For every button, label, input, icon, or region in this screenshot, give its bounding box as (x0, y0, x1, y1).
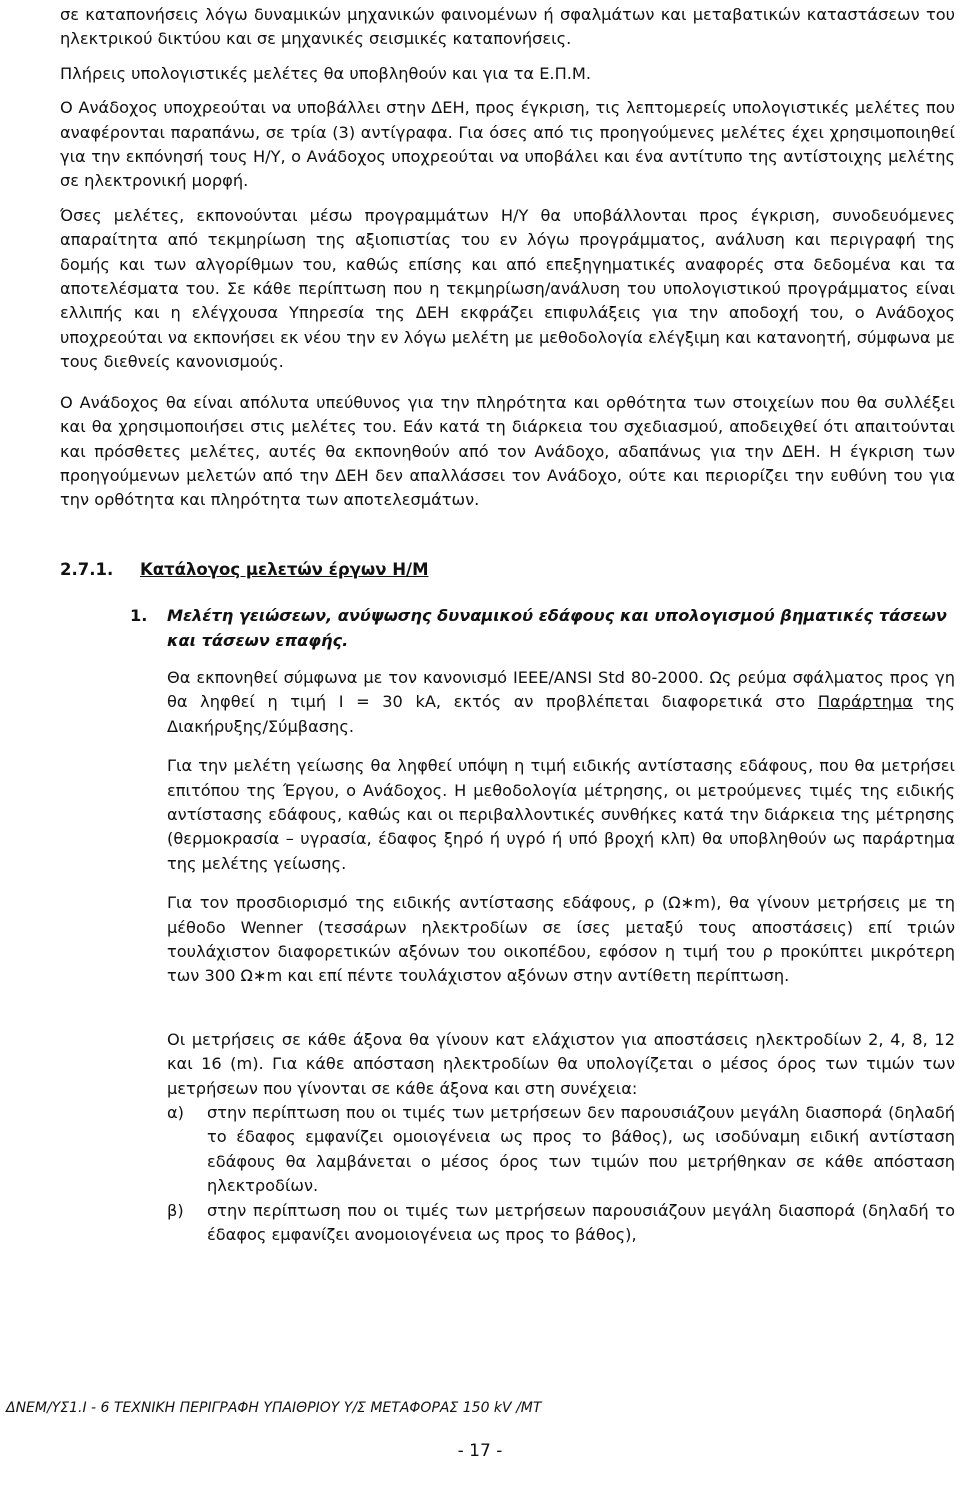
study-item-1-title-block (130, 604, 955, 653)
paragraph-submission-copies: Ο Ανάδοχος υποχρεούται να υποβάλλει στην ΔΕΗ, προς έγκριση, τις λεπτομερείς υπολογιστικές μελέτες που αναφέρονται παραπάνω, σε τρία (3) αντίγραφα. Για όσες από τις προηγούμενες μελέτες έχει χρησιμοποιηθεί για την εκπόνησή τους Η/Υ, ο Ανάδοχος υποχρεούται να υποβάλει και ένα αντίτυπο της αντίστοιχης μελέτης σε ηλεκτρονική μορφή. (60, 98, 955, 191)
page-number: - 17 - (457, 1441, 503, 1461)
section-heading (60, 558, 955, 582)
study-item-title: Μελέτη γειώσεων, ανύψωσης δυναμικού εδάφους και υπολογισμού βηματικές τάσεων και τάσεων επαφής. (167, 606, 947, 650)
list-item-text: στην περίπτωση που οι τιμές των μετρήσεων δεν παρουσιάζουν μεγάλη διασπορά (δηλαδή το έδαφος εμφανίζει ομοιογένεια ως προς το βάθος), ως ισοδύναμη ειδική αντίσταση εδάφους θα λαμβάνεται ο μέσος όρος των τιμών που μετρήθηκαν σε κάθε απόσταση ηλεκτροδίων. (207, 1103, 955, 1196)
standard-text-after: της Διακήρυξης/Σύμβασης. (167, 692, 955, 736)
grounding-standard-paragraph (167, 666, 955, 739)
annex-link[interactable]: Παράρτημα (817, 692, 913, 712)
soil-resistivity-paragraph: Για την μελέτη γείωσης θα ληφθεί υπόψη η τιμή ειδικής αντίστασης εδάφους, που θα μετρήσει επιτόπου της Έργου, ο Ανάδοχος. Η μεθοδολογία μέτρησης, οι μετρούμενες τιμές της ειδικής αντίστασης εδάφους, καθώς και οι περιβαλλοντικές συνθήκες κατά την διάρκεια της μέτρησης (θερμοκρασία – υγρασία, έδαφος ξηρό ή υγρό ή υπό βροχή κλπ) θα υποβληθούν ως παράρτημα της μελέτης γείωσης. (167, 756, 955, 873)
list-item (167, 1101, 955, 1199)
section-title: Κατάλογος μελετών έργων Η/Μ (140, 559, 429, 579)
list-marker: α) (167, 1103, 184, 1123)
paragraph-software-studies: Όσες μελέτες, εκπονούνται μέσω προγραμμάτων Η/Υ θα υποβάλλονται προς έγκριση, συνοδευόμενες απαραίτητα από τεκμηρίωση της αξιοπιστίας του εν λόγω προγράμματος, ανάλυση και περιγραφή της δομής και των αλγορίθμων του, καθώς επίσης και από επεξηγηματικές αναφορές στα δεδομένα και τα αποτελέσματα του. Σε κάθε περίπτωση που η τεκμηρίωση/ανάλυση του υπολογιστικού προγράμματος είναι ελλιπής και η ελέγχουσα Υπηρεσία της ΔΕΗ εκφράζει επιφυλάξεις για την αποδοχή του, ο Ανάδοχος υποχρεούται να εκπονήσει εκ νέου την εν λόγω μελέτη με μεθοδολογία ελέγξιμη και κατανοητή, σύμφωνα με τους διεθνείς κανονισμούς. (60, 205, 955, 372)
document-page (60, 3, 955, 1247)
study-item-number: 1. (130, 606, 148, 626)
list-marker: β) (167, 1200, 184, 1220)
list-item-text: στην περίπτωση που οι τιμές των μετρήσεων παρουσιάζουν μεγάλη διασπορά (δηλαδή το έδαφος εμφανίζει ανομοιογένεια ως προς το βάθος), (207, 1200, 955, 1245)
list-item (167, 1199, 955, 1248)
measurement-distances-paragraph: Οι μετρήσεις σε κάθε άξονα θα γίνουν κατ ελάχιστον για αποστάσεις ηλεκτροδίων 2, 4, 8, 12 και 16 (m). Για κάθε απόσταση ηλεκτροδίων θα υπολογίζεται ο μέσος όρος των τιμών των μετρήσεων που γίνονται σε κάθε άξονα και στη συνέχεια: (167, 1029, 955, 1098)
paragraph-epm-studies: Πλήρεις υπολογιστικές μελέτες θα υποβληθούν και για τα Ε.Π.Μ. (60, 63, 591, 83)
standard-text-before: Θα εκπονηθεί σύμφωνα με τον κανονισμό IEEE/ANSI Std 80-2000. Ως ρεύμα σφάλματος προς γη θα ληφθεί η τιμή Ι = 30 kA, εκτός αν προβλέπεται διαφορετικά στο (167, 667, 955, 712)
wenner-method-paragraph: Για τον προσδιορισμό της ειδικής αντίστασης εδάφους, ρ (Ω∗m), θα γίνουν μετρήσεις με τη μέθοδο Wenner (τεσσάρων ηλεκτροδίων σε ίσες μεταξύ τους αποστάσεις) επί τριών τουλάχιστον διαφορετικών αξόνων του οικοπέδου, εφόσον η τιμή του ρ προκύπτει μικρότερη των 300 Ω∗m και επί πέντε τουλάχιστον αξόνων στην αντίθετη περίπτωση. (167, 893, 955, 986)
footer-document-reference: ΔΝΕΜ/ΥΣ1.Ι - 6 ΤΕΧΝΙΚΗ ΠΕΡΙΓΡΑΦΗ ΥΠΑΙΘΡΙΟΥ Υ/Σ ΜΕΤΑΦΟΡΑΣ 150 kV /ΜΤ (6, 1400, 542, 1416)
paragraph-contractor-responsibility: Ο Ανάδοχος θα είναι απόλυτα υπεύθυνος για την πληρότητα και ορθότητα των στοιχείων που θα συλλέξει και θα χρησιμοποιήσει στις μελέτες του. Εάν κατά τη διάρκεια του σχεδιασμού, αποδειχθεί ότι απαιτούνται και πρόσθετες μελέτες, αυτές θα εκπονηθούν από τον Ανάδοχο, αδαπάνως για την ΔΕΗ. Η έγκριση των προηγούμενων μελετών από την ΔΕΗ δεν απαλλάσσει τον Ανάδοχο, ούτε και περιορίζει την ευθύνη του για την ορθότητα και πληρότητα των αποτελεσμάτων. (60, 392, 955, 510)
paragraph-stress-continuation: σε καταπονήσεις λόγω δυναμικών μηχανικών φαινομένων ή σφαλμάτων και μεταβατικών καταστάσεων του ηλεκτρικού δικτύου και σε μηχανικές σεισμικές καταπονήσεις. (60, 5, 955, 49)
measurement-cases-list (167, 1101, 955, 1247)
section-number: 2.7.1. (60, 559, 114, 579)
